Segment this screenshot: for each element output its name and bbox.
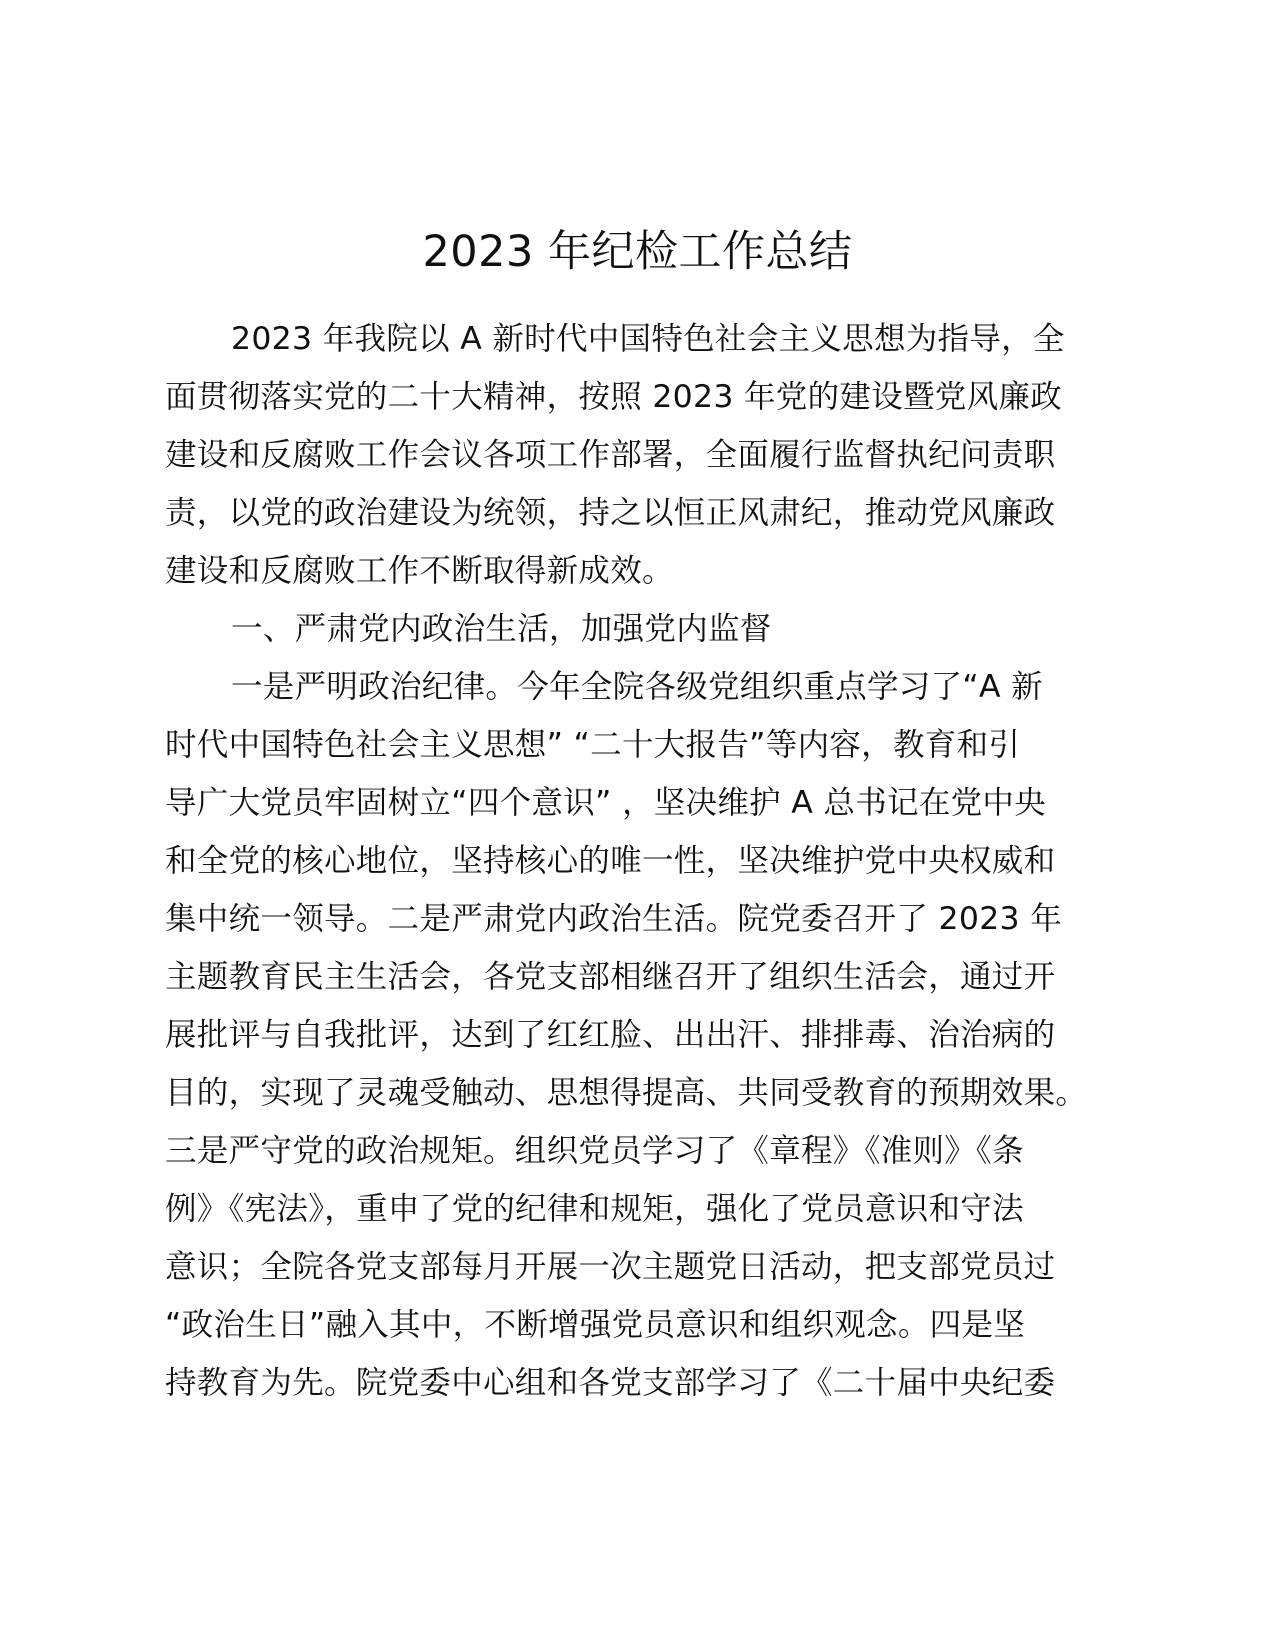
paragraph-line: 主题教育民主生活会，各党支部相继召开了组织生活会，通过开 [165,959,1056,995]
paragraph-line: 和全党的核心地位，坚持核心的唯一性，坚决维护党中央权威和 [165,843,1056,879]
paragraph-line: 导广大党员牢固树立“四个意识” ，坚决维护 A 总书记在党中央 [165,785,1047,821]
document-title: 2023 年纪检工作总结 [422,227,853,277]
paragraph-line: “政治生日”融入其中，不断增强党员意识和组织观念。四是坚 [165,1307,1026,1343]
paragraph-line: 面贯彻落实党的二十大精神，按照 2023 年党的建设暨党风廉政 [165,379,1062,415]
paragraph-line: 例》《宪法》，重申了党的纪律和规矩，强化了党员意识和守法 [165,1191,1024,1227]
paragraph-line: 责，以党的政治建设为统领，持之以恒正风肃纪，推动党风廉政 [165,495,1056,531]
section-heading: 一、严肃党内政治生活，加强党内监督 [231,611,772,647]
paragraph-line: 建设和反腐败工作不断取得新成效。 [165,553,674,589]
paragraph-line: 持教育为先。院党委中心组和各党支部学习了《二十届中央纪委 [165,1365,1056,1401]
paragraph-line: 建设和反腐败工作会议各项工作部署，全面履行监督执纪问责职 [165,437,1056,473]
paragraph-line: 一是严明政治纪律。今年全院各级党组织重点学习了“A 新 [231,669,1043,705]
paragraph-line: 时代中国特色社会主义思想” “二十大报告”等内容，教育和引 [165,727,1021,763]
paragraph-line: 集中统一领导。二是严肃党内政治生活。院党委召开了 2023 年 [165,901,1062,937]
paragraph-line: 三是严守党的政治规矩。组织党员学习了《章程》《准则》《条 [165,1133,1024,1169]
paragraph-line: 展批评与自我批评，达到了红红脸、出出汗、排排毒、治治病的 [165,1017,1056,1053]
paragraph-line: 目的，实现了灵魂受触动、思想得提高、共同受教育的预期效果。 [165,1075,1088,1111]
paragraph-line: 意识；全院各党支部每月开展一次主题党日活动，把支部党员过 [165,1249,1056,1285]
paragraph-line: 2023 年我院以 A 新时代中国特色社会主义思想为指导，全 [231,321,1065,357]
document-body [165,310,1105,1412]
